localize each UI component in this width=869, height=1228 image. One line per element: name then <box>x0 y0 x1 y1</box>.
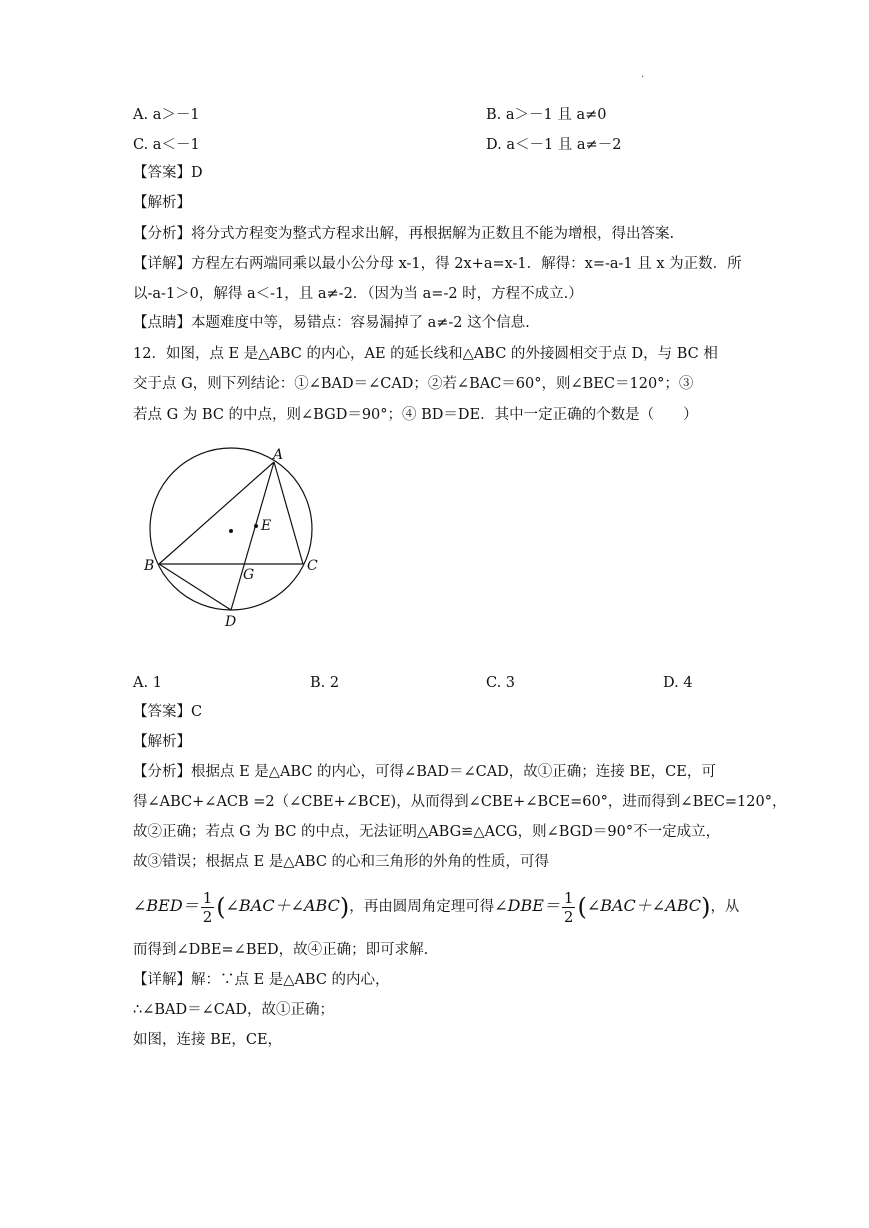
fraction-denominator: 2 <box>202 907 213 926</box>
formula-bed-lhs: ∠BED＝ <box>133 896 199 915</box>
geometry-figure <box>135 440 335 635</box>
point-e <box>254 524 258 528</box>
segment-ac <box>274 462 303 564</box>
q11-dianjing: 【点睛】本题难度中等，易错点：容易漏掉了 a≠-2 这个信息. <box>133 315 530 331</box>
q12-analysis-heading: 【解析】 <box>133 734 191 750</box>
label-g: G <box>243 567 255 583</box>
q12-formula-line: ∠BED＝ $\frac{1}{2}$ (∠BAC＋∠ABC)，再由圆周角定理可得∠DBE＝ $\frac{1}{2}$ (∠BAC＋∠ABC)，从 <box>133 888 740 926</box>
q12-fenxi-line3: 故②正确；若点 G 为 BC 的中点，无法证明△ABG≌△ACG，则∠BGD＝90°不一定成立， <box>133 824 721 840</box>
label-d: D <box>225 614 237 630</box>
formula-half-fraction <box>201 889 215 926</box>
formula-dbe-body: ∠BAC＋∠ABC <box>586 896 702 915</box>
q11-option-c: C. a＜－1 <box>133 137 200 153</box>
q12-fenxi-line1: 【分析】根据点 E 是△ABC 的内心，可得∠BAD＝∠CAD，故①正确；连接 BE，CE，可 <box>133 764 716 780</box>
q12-fenxi-line5: 而得到∠DBE=∠BED，故④正确；即可求解. <box>133 942 429 958</box>
q12-option-d: D. 4 <box>663 675 693 691</box>
q11-analysis-heading: 【解析】 <box>133 195 191 211</box>
label-a: A <box>273 447 284 463</box>
circle-center-point <box>229 529 233 533</box>
segment-bd <box>159 564 231 610</box>
label-e: E <box>261 518 272 534</box>
fraction-numerator-2: 1 <box>563 888 574 907</box>
q11-option-b: B. a＞－1 且 a≠0 <box>486 107 607 123</box>
q11-option-d: D. a＜－1 且 a≠－2 <box>486 137 622 153</box>
label-c: C <box>307 558 318 574</box>
formula-bed-body: ∠BAC＋∠ABC <box>225 896 340 915</box>
formula-half-fraction-2 <box>562 889 576 926</box>
formula-mid-text: ，再由圆周角定理可得 <box>349 899 495 915</box>
q12-answer: 【答案】C <box>133 704 203 720</box>
q12-stem-line2: 交于点 G，则下列结论：①∠BAD＝∠CAD；②若∠BAC＝60°，则∠BEC＝120°；③ <box>133 376 694 392</box>
q12-option-a: A. 1 <box>133 675 162 691</box>
q12-xiangjie-line3: 如图，连接 BE，CE， <box>133 1032 283 1048</box>
formula-tail-text: ，从 <box>710 899 740 915</box>
formula-dbe-lhs: ∠DBE＝ <box>494 896 560 915</box>
fraction-denominator-2: 2 <box>563 907 574 926</box>
segment-ad <box>231 462 274 610</box>
label-b: B <box>144 558 155 574</box>
q11-xiangjie-line2: 以-a-1＞0，解得 a＜-1，且 a≠-2．（因为当 a=-2 时，方程不成立.） <box>133 286 583 302</box>
fraction-numerator: 1 <box>202 888 213 907</box>
q11-fenxi: 【分析】将分式方程变为整式方程求出解，再根据解为正数且不能为增根，得出答案. <box>133 226 675 242</box>
q12-stem-line1: 12．如图，点 E 是△ABC 的内心，AE 的延长线和△ABC 的外接圆相交于点 D，与 BC 相 <box>133 346 718 362</box>
q12-option-c: C. 3 <box>486 675 516 691</box>
q12-fenxi-line2: 得∠ABC+∠ACB =2（∠CBE+∠BCE)，从而得到∠CBE+∠BCE=60°，进而得到∠BEC=120°， <box>133 794 787 810</box>
q12-xiangjie-line1: 【详解】解：∵点 E 是△ABC 的内心， <box>133 972 390 988</box>
segment-ab <box>159 462 274 564</box>
page-mark: · <box>641 72 645 83</box>
q11-xiangjie-line1: 【详解】方程左右两端同乘以最小公分母 x-1，得 2x+a=x-1．解得：x=-a-1 且 x 为正数．所 <box>133 256 742 272</box>
q12-stem-line3: 若点 G 为 BC 的中点，则∠BGD＝90°；④ BD＝DE．其中一定正确的个数是（ ） <box>133 407 698 423</box>
q12-xiangjie-line2: ∴∠BAD＝∠CAD，故①正确； <box>133 1002 334 1018</box>
q12-fenxi-line4: 故③错误；根据点 E 是△ABC 的心和三角形的外角的性质，可得 <box>133 854 550 870</box>
q12-option-b: B. 2 <box>310 675 340 691</box>
q11-option-a: A. a＞－1 <box>133 107 200 123</box>
q11-answer: 【答案】D <box>133 165 203 181</box>
